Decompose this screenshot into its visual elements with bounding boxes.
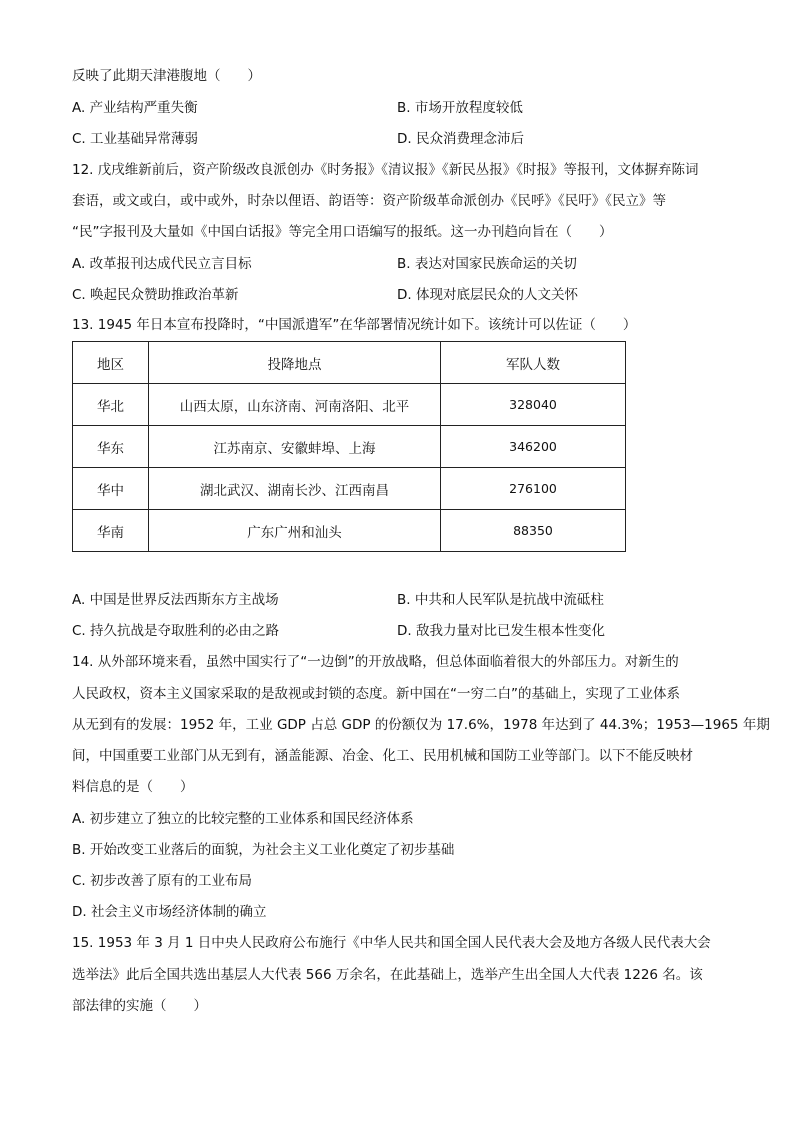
q13-option-c: C. 持久抗战是夺取胜利的必由之路 xyxy=(72,623,280,639)
q11-option-a: A. 产业结构严重失衡 xyxy=(72,100,198,116)
q12-stem-line: 12. 戊戌维新前后，资产阶级改良派创办《时务报》《清议报》《新民丛报》《时报》等报刊，文体摒弃陈词 xyxy=(72,162,699,178)
q11-option-d: D. 民众消费理念沛后 xyxy=(397,131,524,147)
q14-stem-line: 人民政权，资本主义国家采取的是敌视或封锁的态度。新中国在“一穷二白”的基础上，实现了工业体系 xyxy=(72,686,680,702)
q12-stem-line: “民”字报刊及大量如《中国白话报》等完全用口语编写的报纸。这一办刊趋向旨在（ ） xyxy=(72,224,613,240)
q14-stem-line: 料信息的是（ ） xyxy=(72,779,194,795)
table-cell-region: 华北 xyxy=(73,384,149,426)
table-header-row xyxy=(73,342,626,384)
table-cell-location: 湖北武汉、湖南长沙、江西南昌 xyxy=(149,468,441,510)
table-header-region: 地区 xyxy=(73,342,149,384)
q13-option-b: B. 中共和人民军队是抗战中流砥柱 xyxy=(397,592,604,608)
table-row xyxy=(73,426,626,468)
table-cell-region: 华中 xyxy=(73,468,149,510)
q14-option-b: B. 开始改变工业落后的面貌，为社会主义工业化奠定了初步基础 xyxy=(72,842,455,858)
q15-stem-line: 15. 1953 年 3 月 1 日中央人民政府公布施行《中华人民共和国全国人民代表大会及地方各级人民代表大会 xyxy=(72,935,711,951)
q12-option-d: D. 体现对底层民众的人文关怀 xyxy=(397,287,578,303)
table-cell-location: 山西太原，山东济南、河南洛阳、北平 xyxy=(149,384,441,426)
q15-stem-line: 选举法》此后全国共选出基层人大代表 566 万余名，在此基础上，选举产生出全国人大代表 1226 名。该 xyxy=(72,967,703,983)
q14-stem-line: 从无到有的发展：1952 年，工业 GDP 占总 GDP 的份额仅为 17.6%，1978 年达到了 44.3%；1953—1965 年期 xyxy=(72,717,770,733)
q12-stem-line: 套语，或文或白，或中或外，时杂以俚语、韵语等：资产阶级革命派创办《民呼》《民吁》《民立》等 xyxy=(72,193,666,209)
table-cell-troops: 346200 xyxy=(441,426,626,468)
q14-option-c: C. 初步改善了原有的工业布局 xyxy=(72,873,253,889)
q13-stem: 13. 1945 年日本宣布投降时，“中国派遣军”在华部署情况统计如下。该统计可以佐证（ ） xyxy=(72,317,637,333)
q12-option-a: A. 改革报刊达成代民立言目标 xyxy=(72,256,252,272)
q11-option-b: B. 市场开放程度较低 xyxy=(397,100,523,116)
table-cell-troops: 276100 xyxy=(441,468,626,510)
table-header-troops: 军队人数 xyxy=(441,342,626,384)
table-header-location: 投降地点 xyxy=(149,342,441,384)
table-cell-region: 华东 xyxy=(73,426,149,468)
table-cell-region: 华南 xyxy=(73,510,149,552)
q14-option-a: A. 初步建立了独立的比较完整的工业体系和国民经济体系 xyxy=(72,811,414,827)
q14-stem-line: 14. 从外部环境来看，虽然中国实行了“一边倒”的开放战略，但总体面临着很大的外部压力。对新生的 xyxy=(72,654,679,670)
q12-option-c: C. 唤起民众赞助推政治革新 xyxy=(72,287,239,303)
q11-stem-tail: 反映了此期天津港腹地（ ） xyxy=(72,68,261,84)
table-row xyxy=(73,510,626,552)
table-cell-location: 江苏南京、安徽蚌埠、上海 xyxy=(149,426,441,468)
q13-option-d: D. 敌我力量对比已发生根本性变化 xyxy=(397,623,605,639)
deployment-table xyxy=(72,341,626,552)
q14-option-d: D. 社会主义市场经济体制的确立 xyxy=(72,904,267,920)
table-row xyxy=(73,384,626,426)
table-cell-troops: 328040 xyxy=(441,384,626,426)
q14-stem-line: 间，中国重要工业部门从无到有，涵盖能源、冶金、化工、民用机械和国防工业等部门。以下不能反映材 xyxy=(72,748,693,764)
table-cell-troops: 88350 xyxy=(441,510,626,552)
q11-option-c: C. 工业基础异常薄弱 xyxy=(72,131,199,147)
q12-option-b: B. 表达对国家民族命运的关切 xyxy=(397,256,577,272)
q13-option-a: A. 中国是世界反法西斯东方主战场 xyxy=(72,592,279,608)
table-row xyxy=(73,468,626,510)
table-cell-location: 广东广州和汕头 xyxy=(149,510,441,552)
q15-stem-line: 部法律的实施（ ） xyxy=(72,998,207,1014)
